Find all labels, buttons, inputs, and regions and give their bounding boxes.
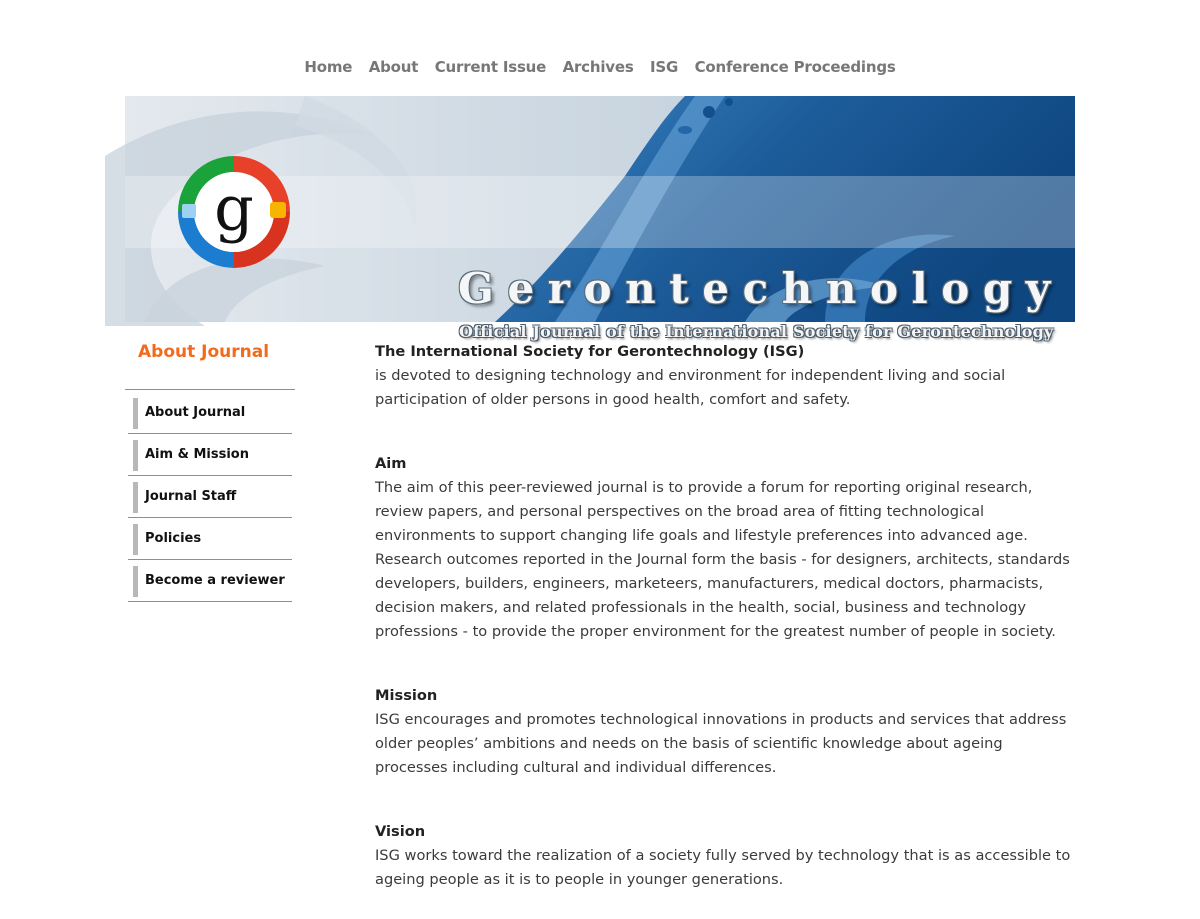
nav-archives-link[interactable]: Archives: [562, 58, 634, 76]
vision-heading: Vision: [375, 823, 426, 840]
mission-text: ISG encourages and promotes technological innovations in products and services that address older peoples’ ambitions and needs on the basis of scientific knowledge about ageing processes including cultural and individual differences.: [375, 711, 1067, 776]
aim-heading: Aim: [375, 455, 407, 472]
nav-conference-proceedings-link[interactable]: Conference Proceedings: [694, 58, 896, 76]
sidebar-item-label[interactable]: Policies: [145, 531, 202, 546]
sidebar-item-label[interactable]: Aim & Mission: [145, 447, 249, 462]
sidebar-item-journal-staff[interactable]: [128, 476, 292, 518]
sidebar-menu: [128, 392, 292, 602]
sidebar-title: About Journal: [138, 342, 270, 362]
intro-text: is devoted to designing technology and environment for independent living and social participation of older persons in good health, comfort and safety.: [375, 367, 1006, 408]
sidebar-item-label[interactable]: Become a reviewer: [145, 573, 285, 588]
sidebar-item-about-journal[interactable]: [128, 392, 292, 434]
banner-title: Gerontechnology: [458, 264, 1064, 313]
vision-text: ISG works toward the realization of a society fully served by technology that is as accessible to ageing people as it is to people in younger generations.: [375, 847, 1071, 888]
aim-text: The aim of this peer-reviewed journal is to provide a forum for reporting original research, review papers, and personal perspectives on the broad area of fitting technological environments to support changing life goals and lifestyle preferences into advanced age. Research outcomes reported in the Journal form the basis - for designers, architects, standards developers, builders, engineers, marketeers, manufacturers, medical doctors, pharmacists, decision makers, and related professionals in the health, social, business and technology professions - to provide the proper environment for the greatest number of people in society.: [375, 479, 1070, 640]
mission-heading: Mission: [375, 687, 438, 704]
sidebar-item-aim-mission[interactable]: [128, 434, 292, 476]
sidebar-item-label[interactable]: About Journal: [145, 405, 246, 420]
sidebar-item-marker: [133, 482, 138, 513]
header-banner: [125, 96, 1075, 341]
logo-letter: g: [214, 172, 254, 245]
sidebar-divider: [125, 389, 295, 390]
nav-home-link[interactable]: Home: [304, 58, 353, 76]
banner-subtitle: Official Journal of the International Society for Gerontechnology: [459, 322, 1054, 341]
sidebar-item-marker: [133, 566, 138, 597]
journal-logo: [174, 152, 294, 272]
nav-about-link[interactable]: About: [368, 58, 419, 76]
nav-current-issue-link[interactable]: Current Issue: [434, 58, 547, 76]
intro-heading: The International Society for Gerontechnology (ISG): [375, 343, 805, 360]
sidebar-item-marker: [133, 398, 138, 429]
main-content: [375, 340, 1075, 892]
sidebar-item-label[interactable]: Journal Staff: [145, 489, 237, 504]
nav-isg-link[interactable]: ISG: [650, 58, 679, 76]
sidebar-item-marker: [133, 440, 138, 471]
sidebar-item-become-reviewer[interactable]: [128, 560, 292, 602]
top-nav: [0, 58, 1200, 77]
sidebar-item-marker: [133, 524, 138, 555]
sidebar-item-policies[interactable]: [128, 518, 292, 560]
